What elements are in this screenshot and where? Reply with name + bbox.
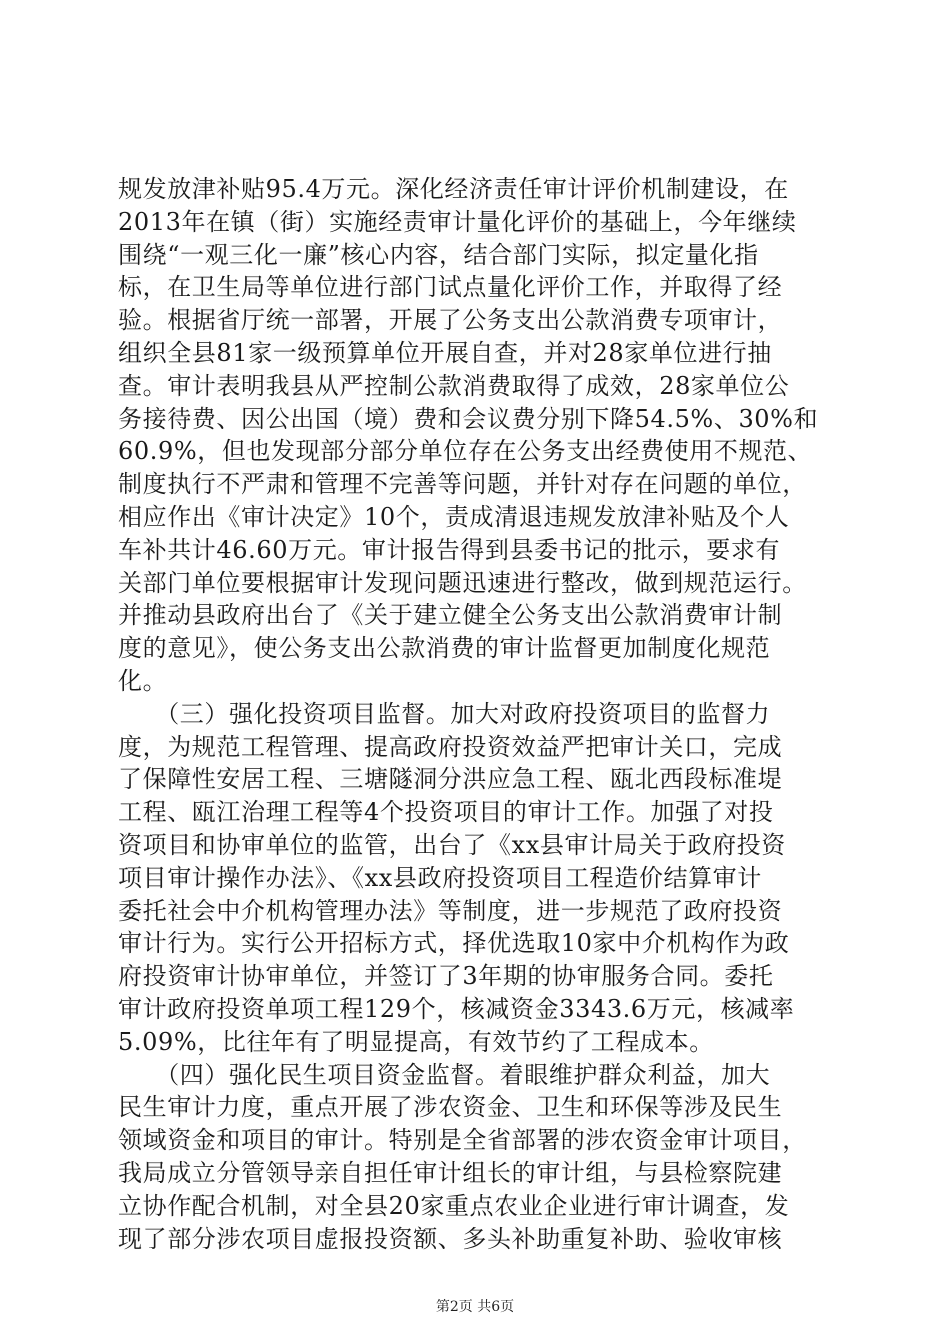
- text-line: 车补共计46.60万元。审计报告得到县委书记的批示，要求有: [118, 535, 781, 564]
- text-line: 制度执行不严肃和管理不完善等问题，并针对存在问题的单位，: [118, 470, 807, 499]
- text-line: 务接待费、因公出国（境）费和会议费分别下降54.5%、30%和: [118, 404, 819, 433]
- text-line: 规发放津补贴95.4万元。深化经济责任审计评价机制建设，在: [118, 175, 789, 203]
- text-line: 标，在卫生局等单位进行部门试点量化评价工作，并取得了经: [118, 273, 783, 302]
- text-line: 查。审计表明我县从严控制公款消费取得了成效，28家单位公: [118, 371, 790, 400]
- text-line: 验。根据省厅统一部署，开展了公务支出公款消费专项审计，: [118, 306, 783, 335]
- text-line: 资项目和协审单位的监管，出台了《xx县审计局关于政府投资: [118, 830, 786, 859]
- text-line: 5.09%，比往年有了明显提高，有效节约了工程成本。: [118, 1027, 714, 1056]
- text-line: 委托社会中介机构管理办法》等制度，进一步规范了政府投资: [118, 896, 783, 925]
- text-line: 府投资审计协审单位，并签订了3年期的协审服务合同。委托: [118, 962, 774, 991]
- text-line: 我局成立分管领导亲自担任审计组长的审计组，与县检察院建: [118, 1158, 783, 1187]
- text-line: 民生审计力度，重点开展了涉农资金、卫生和环保等涉及民生: [118, 1093, 783, 1122]
- text-line: 审计行为。实行公开招标方式，择优选取10家中介机构作为政: [118, 929, 790, 958]
- page-footer: 第2页 共6页: [435, 1299, 515, 1315]
- text-line: 度的意见》，使公务支出公款消费的审计监督更加制度化规范: [118, 634, 771, 663]
- section-heading-line: （四）强化民生项目资金监督。着眼维护群众利益，加大: [118, 1060, 771, 1089]
- text-line: 项目审计操作办法》、《xx县政府投资项目工程造价结算审计: [118, 863, 762, 892]
- text-line: 度，为规范工程管理、提高政府投资效益严把审计关口，完成: [118, 732, 783, 761]
- body-text: [118, 173, 838, 1255]
- section-heading-line: （三）强化投资项目监督。加大对政府投资项目的监督力: [118, 699, 771, 728]
- text-line: 领域资金和项目的审计。特别是全省部署的涉农资金审计项目，: [118, 1126, 807, 1155]
- text-line: 立协作配合机制，对全县20家重点农业企业进行审计调查，发: [118, 1191, 790, 1220]
- text-line: 关部门单位要根据审计发现问题迅速进行整改，做到规范运行。: [118, 568, 807, 597]
- text-line: 化。: [118, 666, 168, 695]
- text-line: 现了部分涉农项目虚报投资额、多头补助重复补助、验收审核: [118, 1224, 783, 1253]
- text-line: 并推动县政府出台了《关于建立健全公务支出公款消费审计制: [118, 601, 783, 630]
- text-line: 60.9%，但也发现部分部分单位存在公务支出经费使用不规范、: [118, 437, 813, 466]
- text-line: 围绕“一观三化一廉”核心内容，结合部门实际，拟定量化指: [118, 240, 759, 269]
- text-line: 组织全县81家一级预算单位开展自查，并对28家单位进行抽: [118, 338, 772, 367]
- text-line: 相应作出《审计决定》10个，责成清退违规发放津补贴及个人: [118, 502, 790, 531]
- text-line: 了保障性安居工程、三塘隧洞分洪应急工程、瓯北西段标准堤: [118, 765, 783, 794]
- text-line: 工程、瓯江治理工程等4个投资项目的审计工作。加强了对投: [118, 798, 774, 827]
- text-line: 审计政府投资单项工程129个，核减资金3343.6万元，核减率: [118, 994, 795, 1023]
- text-line: 2013年在镇（街）实施经责审计量化评价的基础上，今年继续: [118, 207, 797, 236]
